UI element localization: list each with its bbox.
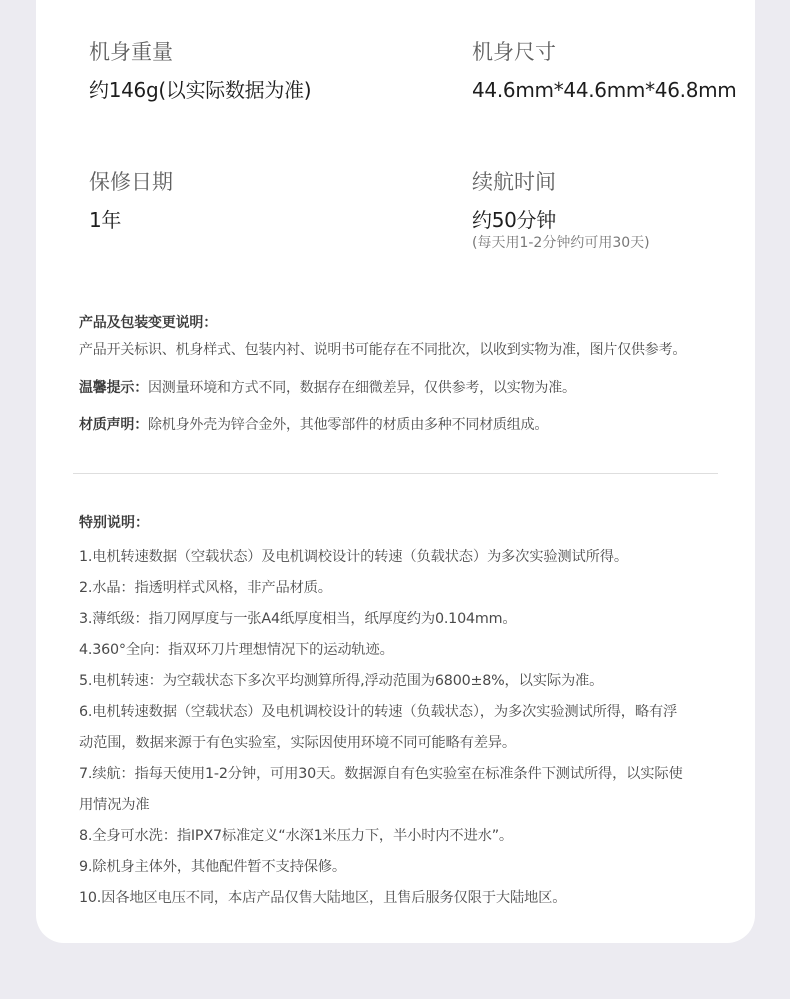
list-item: 10.因各地区电压不同，本店产品仅售大陆地区，且售后服务仅限于大陆地区。 xyxy=(79,890,567,906)
packaging-change-text: 产品开关标识、机身样式、包装内衬、说明书可能存在不同批次，以收到实物为准，图片仅供参考。 xyxy=(79,342,687,358)
spec-weight-label: 机身重量 xyxy=(89,40,173,64)
list-item: 4.360°全向：指双环刀片理想情况下的运动轨迹。 xyxy=(79,642,394,658)
section-divider xyxy=(73,473,718,474)
spec-battery-note: (每天用1-2分钟约可用30天) xyxy=(472,235,650,251)
measurement-tip-title: 温馨提示： xyxy=(79,380,148,396)
spec-weight xyxy=(89,40,311,102)
spec-battery-value: 约50分钟 xyxy=(472,208,556,232)
spec-warranty xyxy=(89,170,173,232)
list-item: 6.电机转速数据（空载状态）及电机调校设计的转速（负载状态），为多次实验测试所得，略有浮 xyxy=(79,704,678,720)
list-item: 7.续航：指每天使用1-2分钟，可用30天。数据源自有色实验室在标准条件下测试所得，以实际使 xyxy=(79,766,683,782)
list-item: 9.除机身主体外，其他配件暂不支持保修。 xyxy=(79,859,346,875)
list-item: 1.电机转速数据（空载状态）及电机调校设计的转速（负载状态）为多次实验测试所得。 xyxy=(79,549,628,565)
spec-size-value: 44.6mm*44.6mm*46.8mm xyxy=(472,78,737,102)
spec-size-label: 机身尺寸 xyxy=(472,40,556,64)
measurement-tip-text: 因测量环境和方式不同，数据存在细微差异，仅供参考，以实物为准。 xyxy=(148,380,576,396)
spec-battery-label: 续航时间 xyxy=(472,170,556,194)
special-notes-title: 特别说明： xyxy=(79,515,149,531)
spec-weight-value: 约146g(以实际数据为准) xyxy=(89,78,312,102)
material-statement xyxy=(79,415,548,435)
material-statement-title: 材质声明： xyxy=(79,417,148,433)
spec-warranty-label: 保修日期 xyxy=(89,170,173,194)
spec-battery xyxy=(472,170,650,252)
special-notes-list xyxy=(79,542,729,914)
list-item: 8.全身可水洗：指IPX7标准定义“水深1米压力下，半小时内不进水”。 xyxy=(79,828,513,844)
list-item: 2.水晶：指透明样式风格，非产品材质。 xyxy=(79,580,332,596)
packaging-change-title: 产品及包装变更说明： xyxy=(79,315,217,331)
spec-size xyxy=(472,40,737,102)
spec-warranty-value: 1年 xyxy=(89,208,122,232)
list-item: 3.薄纸级：指刀网厚度与一张A4纸厚度相当，纸厚度约为0.104mm。 xyxy=(79,611,517,627)
measurement-tip xyxy=(79,378,576,398)
material-statement-text: 除机身外壳为锌合金外，其他零部件的材质由多种不同材质组成。 xyxy=(148,417,549,433)
list-item: 动范围，数据来源于有色实验室，实际因使用环境不同可能略有差异。 xyxy=(79,735,516,751)
list-item: 用情况为准 xyxy=(79,797,150,813)
list-item: 5.电机转速：为空载状态下多次平均测算所得,浮动范围为6800±8%，以实际为准。 xyxy=(79,673,604,689)
